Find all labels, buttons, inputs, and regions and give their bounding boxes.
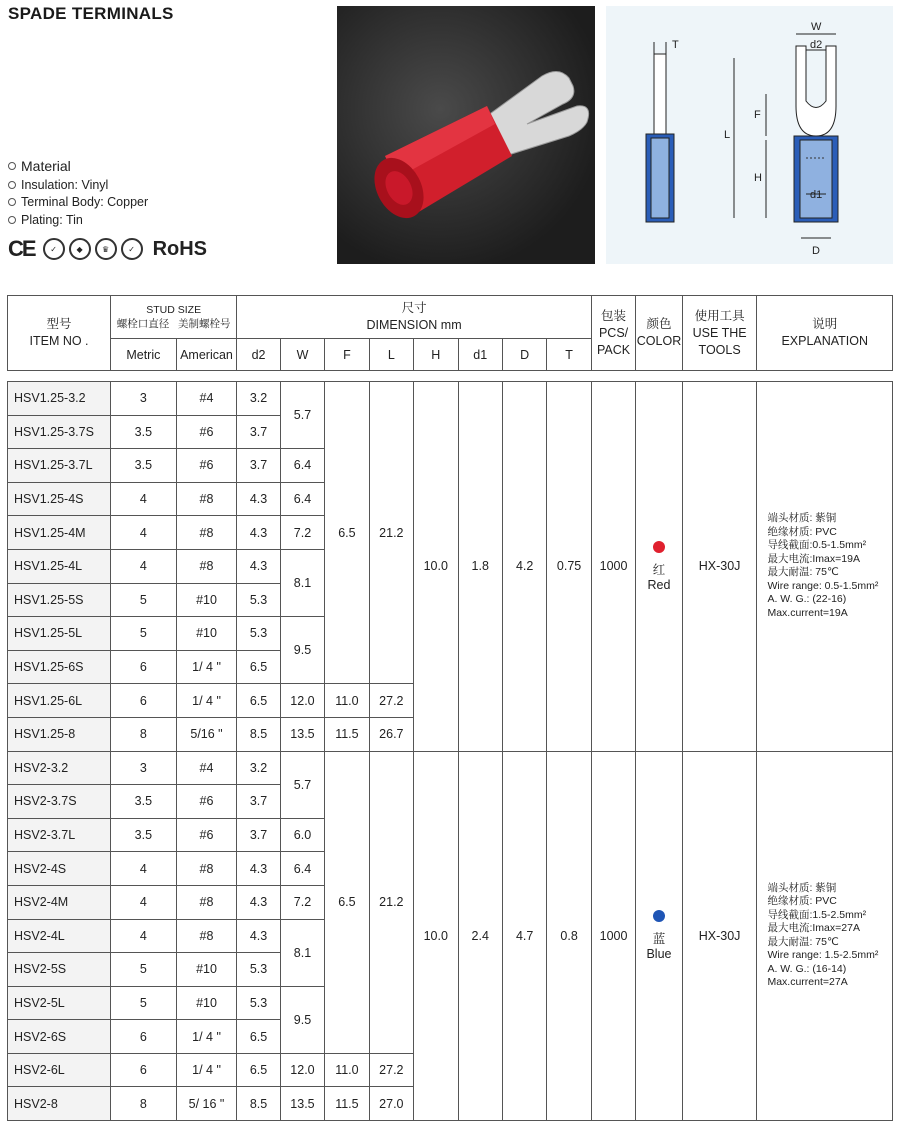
h-label: H xyxy=(754,172,762,184)
cqc-mark-icon: ◆ xyxy=(69,238,91,260)
american-cell: #8 xyxy=(176,885,237,919)
spec-line: Plating: Tin xyxy=(8,211,148,229)
d2-cell: 3.7 xyxy=(237,415,280,449)
american-cell: #10 xyxy=(176,617,237,651)
explanation-line: 最大耐温: 75℃ xyxy=(767,566,839,579)
certification-logos xyxy=(8,236,207,262)
material-specs xyxy=(8,156,148,229)
bullet-icon xyxy=(8,181,16,189)
american-cell: 1/ 4 " xyxy=(176,1020,237,1054)
metric-header: Metric xyxy=(111,339,177,371)
metric-cell: 4 xyxy=(111,885,177,919)
american-cell: #8 xyxy=(176,482,237,516)
t-header: T xyxy=(547,339,591,371)
american-cell: #4 xyxy=(176,382,237,416)
d2-cell: 4.3 xyxy=(237,549,280,583)
d2-cell: 8.5 xyxy=(237,1087,280,1121)
explanation-line: Wire range: 1.5-2.5mm² xyxy=(767,949,879,962)
d-label: D xyxy=(812,245,820,257)
table-row xyxy=(8,751,893,785)
dimension-diagram xyxy=(606,6,893,264)
metric-cell: 5 xyxy=(111,953,177,987)
item-no-cell: HSV2-4S xyxy=(8,852,111,886)
h-cell: 10.0 xyxy=(414,751,458,1121)
d2-cell: 3.2 xyxy=(237,751,280,785)
w-cell: 6.4 xyxy=(280,482,324,516)
w-label: W xyxy=(811,21,822,33)
explanation-line: Wire range: 0.5-1.5mm² xyxy=(767,579,879,592)
l-cell: 27.2 xyxy=(369,1053,413,1087)
american-cell: #6 xyxy=(176,785,237,819)
american-cell: #6 xyxy=(176,818,237,852)
d2-header: d2 xyxy=(237,339,280,371)
explanation-line: 最大耐温: 75℃ xyxy=(767,935,839,948)
metric-cell: 6 xyxy=(111,1020,177,1054)
item-no-cell: HSV2-3.7S xyxy=(8,785,111,819)
color-en-label: Red xyxy=(647,577,671,592)
spade-terminal-image xyxy=(337,6,595,264)
d1-header: d1 xyxy=(458,339,502,371)
item-no-cell: HSV2-8 xyxy=(8,1087,111,1121)
w-cell: 9.5 xyxy=(280,986,324,1053)
d2-cell: 6.5 xyxy=(237,684,280,718)
explanation-line: 端头材质: 紫铜 xyxy=(767,881,837,894)
h-header: H xyxy=(414,339,458,371)
sgs-mark-icon: ✓ xyxy=(121,238,143,260)
f-cell: 6.5 xyxy=(325,382,369,684)
explanation-line: 绝缘材质: PVC xyxy=(767,895,837,908)
metric-cell: 4 xyxy=(111,482,177,516)
item-no-cell: HSV1.25-3.7L xyxy=(8,449,111,483)
d1-cell: 1.8 xyxy=(458,382,502,752)
item-no-cell: HSV1.25-4M xyxy=(8,516,111,550)
d2-cell: 4.3 xyxy=(237,516,280,550)
tools-cell: HX-30J xyxy=(682,751,757,1121)
metric-cell: 8 xyxy=(111,717,177,751)
l-cell: 26.7 xyxy=(369,717,413,751)
explanation-header: 说明 EXPLANATION xyxy=(757,296,893,371)
metric-cell: 5 xyxy=(111,617,177,651)
stud-size-header: STUD SIZE 螺栓口直径 美制螺栓号 xyxy=(111,296,237,339)
l-cell: 21.2 xyxy=(369,751,413,1053)
l-cell: 27.2 xyxy=(369,684,413,718)
explanation-line: 导线截面:1.5-2.5mm² xyxy=(767,908,867,921)
l-cell: 27.0 xyxy=(369,1087,413,1121)
explanation-line: A. W. G.: (16-14) xyxy=(767,962,847,975)
metric-cell: 5 xyxy=(111,986,177,1020)
metric-cell: 6 xyxy=(111,1053,177,1087)
w-cell: 8.1 xyxy=(280,549,324,616)
f-header: F xyxy=(325,339,369,371)
f-cell: 11.0 xyxy=(325,684,369,718)
spec-table-body xyxy=(7,381,893,1121)
item-no-cell: HSV1.25-5L xyxy=(8,617,111,651)
d1-cell: 2.4 xyxy=(458,751,502,1121)
american-cell: 1/ 4 " xyxy=(176,684,237,718)
d-cell: 4.7 xyxy=(502,751,546,1121)
ce-mark-icon: CE xyxy=(8,236,35,261)
tools-header: 使用工具 USE THE TOOLS xyxy=(682,296,757,371)
dimension-header: 尺寸 DIMENSION mm xyxy=(237,296,592,339)
american-header: American xyxy=(176,339,237,371)
color-cell xyxy=(636,382,682,752)
american-cell: #10 xyxy=(176,583,237,617)
f-label: F xyxy=(754,109,761,121)
d2-cell: 5.3 xyxy=(237,583,280,617)
item-no-cell: HSV2-3.2 xyxy=(8,751,111,785)
pack-cell: 1000 xyxy=(591,382,635,752)
w-cell: 8.1 xyxy=(280,919,324,986)
spec-line: Terminal Body: Copper xyxy=(8,194,148,212)
metric-cell: 5 xyxy=(111,583,177,617)
metric-cell: 3 xyxy=(111,751,177,785)
american-cell: 1/ 4 " xyxy=(176,1053,237,1087)
explanation-line: 最大电流:Imax=19A xyxy=(767,552,860,565)
d1-label: d1 xyxy=(810,189,823,201)
f-cell: 11.5 xyxy=(325,1087,369,1121)
item-no-cell: HSV1.25-8 xyxy=(8,717,111,751)
explanation-line: 端头材质: 紫铜 xyxy=(767,512,837,525)
item-no-cell: HSV2-6L xyxy=(8,1053,111,1087)
metric-cell: 3 xyxy=(111,382,177,416)
metric-cell: 8 xyxy=(111,1087,177,1121)
w-cell: 6.4 xyxy=(280,852,324,886)
d2-cell: 3.7 xyxy=(237,449,280,483)
explanation-cell xyxy=(757,382,893,752)
spec-table-header xyxy=(7,295,893,371)
explanation-line: Max.current=19A xyxy=(767,606,848,619)
spec-heading: Material xyxy=(8,156,148,176)
product-photo xyxy=(337,6,595,264)
w-cell: 6.0 xyxy=(280,818,324,852)
d2-cell: 4.3 xyxy=(237,885,280,919)
bullet-icon xyxy=(8,162,16,170)
w-cell: 5.7 xyxy=(280,751,324,818)
metric-cell: 4 xyxy=(111,516,177,550)
item-no-cell: HSV1.25-6S xyxy=(8,650,111,684)
american-cell: 5/ 16 " xyxy=(176,1087,237,1121)
american-cell: #8 xyxy=(176,549,237,583)
item-no-cell: HSV2-3.7L xyxy=(8,818,111,852)
metric-cell: 6 xyxy=(111,650,177,684)
explanation-line: Max.current=27A xyxy=(767,976,848,989)
color-header: 颜色 COLOR xyxy=(636,296,682,371)
american-cell: #6 xyxy=(176,415,237,449)
ukas-mark-icon: ♛ xyxy=(95,238,117,260)
metric-cell: 4 xyxy=(111,549,177,583)
bullet-icon xyxy=(8,216,16,224)
american-cell: 5/16 " xyxy=(176,717,237,751)
f-cell: 6.5 xyxy=(325,751,369,1053)
tools-cell: HX-30J xyxy=(682,382,757,752)
item-no-cell: HSV2-6S xyxy=(8,1020,111,1054)
l-header: L xyxy=(369,339,413,371)
item-no-cell: HSV1.25-3.7S xyxy=(8,415,111,449)
item-no-cell: HSV2-5S xyxy=(8,953,111,987)
t-label: T xyxy=(672,39,679,51)
explanation-line: A. W. G.: (22-16) xyxy=(767,593,847,606)
metric-cell: 4 xyxy=(111,919,177,953)
color-cell xyxy=(636,751,682,1121)
item-no-cell: HSV2-4L xyxy=(8,919,111,953)
american-cell: #8 xyxy=(176,852,237,886)
color-en-label: Blue xyxy=(646,947,672,962)
item-no-cell: HSV1.25-6L xyxy=(8,684,111,718)
rohs-mark: RoHS xyxy=(152,237,208,260)
d2-cell: 3.7 xyxy=(237,785,280,819)
d2-cell: 6.5 xyxy=(237,1053,280,1087)
w-cell: 6.4 xyxy=(280,449,324,483)
d2-cell: 5.3 xyxy=(237,953,280,987)
w-cell: 13.5 xyxy=(280,717,324,751)
d2-cell: 6.5 xyxy=(237,1020,280,1054)
bullet-icon xyxy=(8,198,16,206)
color-dot-icon xyxy=(653,910,665,922)
w-cell: 7.2 xyxy=(280,516,324,550)
d-cell: 4.2 xyxy=(502,382,546,752)
d2-label: d2 xyxy=(810,39,823,51)
d2-cell: 8.5 xyxy=(237,717,280,751)
metric-cell: 3.5 xyxy=(111,785,177,819)
spec-line: Insulation: Vinyl xyxy=(8,176,148,194)
american-cell: #8 xyxy=(176,516,237,550)
l-label: L xyxy=(724,129,731,141)
item-no-cell: HSV1.25-4L xyxy=(8,549,111,583)
american-cell: #4 xyxy=(176,751,237,785)
d2-cell: 3.7 xyxy=(237,818,280,852)
d2-cell: 6.5 xyxy=(237,650,280,684)
t-cell: 0.75 xyxy=(547,382,591,752)
metric-cell: 4 xyxy=(111,852,177,886)
table-row xyxy=(8,382,893,416)
metric-cell: 3.5 xyxy=(111,818,177,852)
item-no-header: 型号 ITEM NO . xyxy=(8,296,111,371)
american-cell: #8 xyxy=(176,919,237,953)
w-cell: 7.2 xyxy=(280,885,324,919)
f-cell: 11.5 xyxy=(325,717,369,751)
item-no-cell: HSV2-5L xyxy=(8,986,111,1020)
explanation-cell xyxy=(757,751,893,1121)
american-cell: #6 xyxy=(176,449,237,483)
w-cell: 12.0 xyxy=(280,684,324,718)
page-title: SPADE TERMINALS xyxy=(8,4,174,23)
d2-cell: 5.3 xyxy=(237,617,280,651)
pack-header: 包装 PCS/ PACK xyxy=(591,296,635,371)
explanation-line: 绝缘材质: PVC xyxy=(767,525,837,538)
metric-cell: 3.5 xyxy=(111,415,177,449)
item-no-cell: HSV1.25-3.2 xyxy=(8,382,111,416)
d-header: D xyxy=(502,339,546,371)
d2-cell: 5.3 xyxy=(237,986,280,1020)
color-dot-icon xyxy=(653,541,665,553)
d2-cell: 4.3 xyxy=(237,919,280,953)
american-cell: #10 xyxy=(176,986,237,1020)
american-cell: 1/ 4 " xyxy=(176,650,237,684)
item-no-cell: HSV2-4M xyxy=(8,885,111,919)
d2-cell: 4.3 xyxy=(237,482,280,516)
metric-cell: 6 xyxy=(111,684,177,718)
item-no-cell: HSV1.25-5S xyxy=(8,583,111,617)
color-cn-label: 蓝 xyxy=(652,932,666,947)
d2-cell: 3.2 xyxy=(237,382,280,416)
explanation-line: 最大电流:Imax=27A xyxy=(767,922,860,935)
f-cell: 11.0 xyxy=(325,1053,369,1087)
d2-cell: 4.3 xyxy=(237,852,280,886)
metric-cell: 3.5 xyxy=(111,449,177,483)
ccc-mark-icon: ✓ xyxy=(43,238,65,260)
w-cell: 5.7 xyxy=(280,382,324,449)
explanation-line: 导线截面:0.5-1.5mm² xyxy=(767,539,867,552)
w-cell: 9.5 xyxy=(280,617,324,684)
item-no-cell: HSV1.25-4S xyxy=(8,482,111,516)
w-cell: 12.0 xyxy=(280,1053,324,1087)
american-cell: #10 xyxy=(176,953,237,987)
t-cell: 0.8 xyxy=(547,751,591,1121)
dimension-drawing xyxy=(606,6,893,264)
color-cn-label: 红 xyxy=(652,562,666,577)
pack-cell: 1000 xyxy=(591,751,635,1121)
w-cell: 13.5 xyxy=(280,1087,324,1121)
w-header: W xyxy=(280,339,324,371)
l-cell: 21.2 xyxy=(369,382,413,684)
h-cell: 10.0 xyxy=(414,382,458,752)
